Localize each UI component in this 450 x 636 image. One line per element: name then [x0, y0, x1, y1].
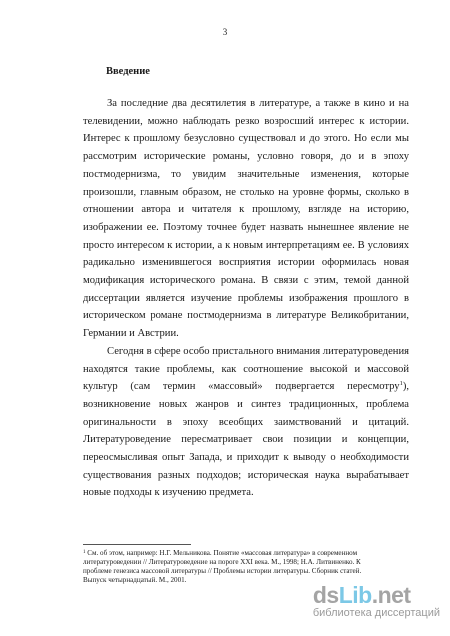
footnote-mark: 1	[83, 550, 86, 555]
paragraph-2	[83, 343, 409, 502]
paragraph-2-start: Сегодня в сфере особо пристального внимания литературоведения находятся такие проблемы, как соотношение высокой и массовой культур (сам термин «массовый» подвергается пересмотру	[83, 345, 409, 393]
footnote-separator	[83, 544, 191, 545]
watermark-tagline: библиотека диссертаций	[312, 607, 440, 619]
section-heading: Введение	[106, 66, 150, 77]
site-watermark	[313, 583, 440, 620]
footnote-text: См. об этом, например: Н.Г. Мельникова. Понятие «массовая литература» в современном литературоведении // Литературоведение на пороге XXI века. М., 1998; Н.А. Литвиненко. К проблеме генезиса массовой литературы // Проблемы истории литературы. Сборник статей. Выпуск четырнадцатый. М., 2001.	[83, 549, 362, 584]
watermark-logo: dsLib.net	[312, 582, 411, 608]
page-number: 3	[222, 27, 228, 37]
paragraph-1: За последние два десятилетия в литературе, а также в кино и на телевидении, можно наблюдать резко возросший интерес к истории. Интерес к прошлому безусловно существовал и до этого. Но если мы рассмотрим исторические романы, условно говоря, до и в эпоху постмодернизма, то увидим значительные изменения, которые произошли, главным образом, не столько на уровне формы, сколько в отношении автора и читателя к прошлому, взгляде на историю, изображении ее. Поэтому точнее будет назвать нынешнее явление не просто интересом к истории, а к новым интерпретациям ее. В условиях радикально изменившегося восприятия истории оформилась новая модификация исторического романа. В связи с этим, темой данной диссертации является изучение проблемы изображения прошлого в историческом романе постмодернизма в литературе Великобритании, Германии и Австрии.	[83, 98, 409, 340]
footnote	[83, 549, 383, 585]
paragraph-2-end: ), возникновение новых жанров и синтез традиционных, проблема оригинальности в эпоху всеобщих заимствований и цитаций. Литературоведение пересматривает свои позиции и концепции, переосмысливая опыт Запада, и приходит к выводу о необходимости существования разных подходов; историческая наука вырабатывает новые подходы к изучению предмета.	[83, 381, 409, 499]
footnote-reference: 1	[399, 380, 403, 388]
body-text	[83, 95, 409, 502]
